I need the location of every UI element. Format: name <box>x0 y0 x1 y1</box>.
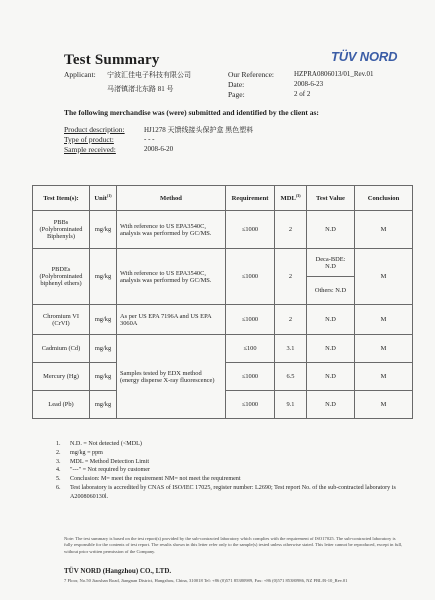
test-value-deca-bde: Deca-BDE: N.D <box>307 249 355 277</box>
test-value: N.D <box>307 335 355 363</box>
note-item: 1. N.D. = Not detected (<MDL) <box>56 441 142 447</box>
note-item: 5. Conclusion: M= meet the requirement NM= not meet the requirement <box>56 476 241 483</box>
test-item: PBBs (Polybrominated Biphenyls) <box>33 211 90 249</box>
note-item: 2. mg/kg = ppm <box>56 449 103 456</box>
sample-received-label: Sample received: <box>64 145 116 154</box>
note-item: 6. Test laboratory is accredited by CNAS of ISO/IEC 17025, register number: L2690; Test report No. of the sub-contracted laboratory is A2008060130l. <box>56 484 396 500</box>
date-label: Date: <box>228 80 245 89</box>
sample-received-date: 2008-6-20 <box>144 145 174 153</box>
test-item: PBDEs (Polybrominated biphenyl ethers) <box>33 249 90 305</box>
notes-list <box>56 440 411 502</box>
company-name: TÜV NORD (Hangzhou) CO., LTD. <box>64 567 172 575</box>
unit: mg/kg <box>90 305 117 335</box>
method: With reference to US EPA3540C, analysis was performed by GC/MS. <box>117 249 226 305</box>
table-row <box>33 335 413 363</box>
unit: mg/kg <box>90 335 117 363</box>
mdl: 2 <box>275 305 307 335</box>
unit: mg/kg <box>90 391 117 419</box>
report-date: 2008-6-23 <box>294 80 324 88</box>
table-header-row <box>33 186 413 211</box>
table-row <box>33 305 413 335</box>
header-method: Method <box>117 186 226 211</box>
requirement: ≤1000 <box>226 305 275 335</box>
header-test-item: Test Item(s): <box>33 186 90 211</box>
header-mdl: MDL$^{(3)}$ <box>275 186 307 211</box>
test-value: N.D <box>307 305 355 335</box>
product-type: - - - <box>144 135 155 143</box>
requirement: ≤100 <box>226 335 275 363</box>
footer-disclaimer: Note: The test summary is based on the test report(s) provided by the sub-contracted laboratory which complies with the requirement of ISO17025. The sub-contracted laboratory is fully responsible for the contents of test report. The results shown in this letter refer only to the sample(s) tested unless otherwise stated. This letter cannot be reproduced, except in full, without prior written permission of the Company. <box>64 536 403 554</box>
mdl: 6.5 <box>275 363 307 391</box>
product-type-label: Type of product: <box>64 135 114 144</box>
conclusion: M <box>355 391 413 419</box>
header-conclusion: Conclusion <box>355 186 413 211</box>
note-item: 3. MDL = Method Detection Limit <box>56 458 150 465</box>
conclusion: M <box>355 363 413 391</box>
unit: mg/kg <box>90 211 117 249</box>
tuv-nord-logo: TÜV NORD <box>331 49 398 64</box>
test-value-others: Others: N.D <box>307 277 355 305</box>
unit: mg/kg <box>90 249 117 305</box>
test-results-table <box>32 185 413 419</box>
test-item: Mercury (Hg) <box>33 363 90 391</box>
conclusion: M <box>355 211 413 249</box>
header-test-value: Test Value <box>307 186 355 211</box>
mdl: 2 <box>275 211 307 249</box>
applicant-name: 宁波汇佳电子科技有限公司 <box>107 71 191 79</box>
test-value: N.D <box>307 363 355 391</box>
merchandise-statement: The following merchandise was (were) submitted and identified by the client as: <box>64 108 319 117</box>
requirement: ≤1000 <box>226 363 275 391</box>
requirement: ≤1000 <box>226 249 275 305</box>
requirement: ≤1000 <box>226 391 275 419</box>
test-item: Chromium VI (CrVI) <box>33 305 90 335</box>
method: As per US EPA 7196A and US EPA 3060A <box>117 305 226 335</box>
product-description: HJ1278 天馈线接头保护盒 黑色塑料 <box>144 126 254 134</box>
header-requirement: Requirement <box>226 186 275 211</box>
unit: mg/kg <box>90 363 117 391</box>
header-unit: Unit$^{(1)}$ <box>90 186 117 211</box>
our-reference: HZPRA0806013/01_Rev.01 <box>294 70 374 78</box>
product-description-label: Product description: <box>64 125 125 134</box>
page-label: Page: <box>228 90 245 99</box>
company-address: 7 Floor, No.50 Jiaoshan Road, Jiangnan District, Hangzhou, China, 310018 Tel: +86 (0)571 85380989, Fax: +86 (0)571 85380986, NZ FBL/R-10_Rev.01 <box>64 578 348 583</box>
page-title: Test Summary <box>64 52 160 68</box>
requirement: ≤1000 <box>226 211 275 249</box>
conclusion: M <box>355 305 413 335</box>
table-row <box>33 211 413 249</box>
test-item: Lead (Pb) <box>33 391 90 419</box>
conclusion: M <box>355 335 413 363</box>
page-number: 2 of 2 <box>294 90 311 98</box>
test-value: N.D <box>307 211 355 249</box>
mdl: 2 <box>275 249 307 305</box>
conclusion: M <box>355 249 413 305</box>
note-item: 4. "---" = Not required by customer <box>56 467 150 474</box>
our-reference-label: Our Reference: <box>228 70 275 79</box>
mdl: 3.1 <box>275 335 307 363</box>
test-item: Cadmium (Cd) <box>33 335 90 363</box>
applicant-label: Applicant: <box>64 70 96 79</box>
applicant-address: 马渚镇渚北东路 81 号 <box>107 85 174 93</box>
mdl: 9.1 <box>275 391 307 419</box>
test-value: N.D <box>307 391 355 419</box>
method: Samples tested by EDX method (energy disperse X-ray fluorescence) <box>117 335 226 419</box>
table-row <box>33 249 413 277</box>
method: With reference to US EPA3540C, analysis was performed by GC/MS. <box>117 211 226 249</box>
